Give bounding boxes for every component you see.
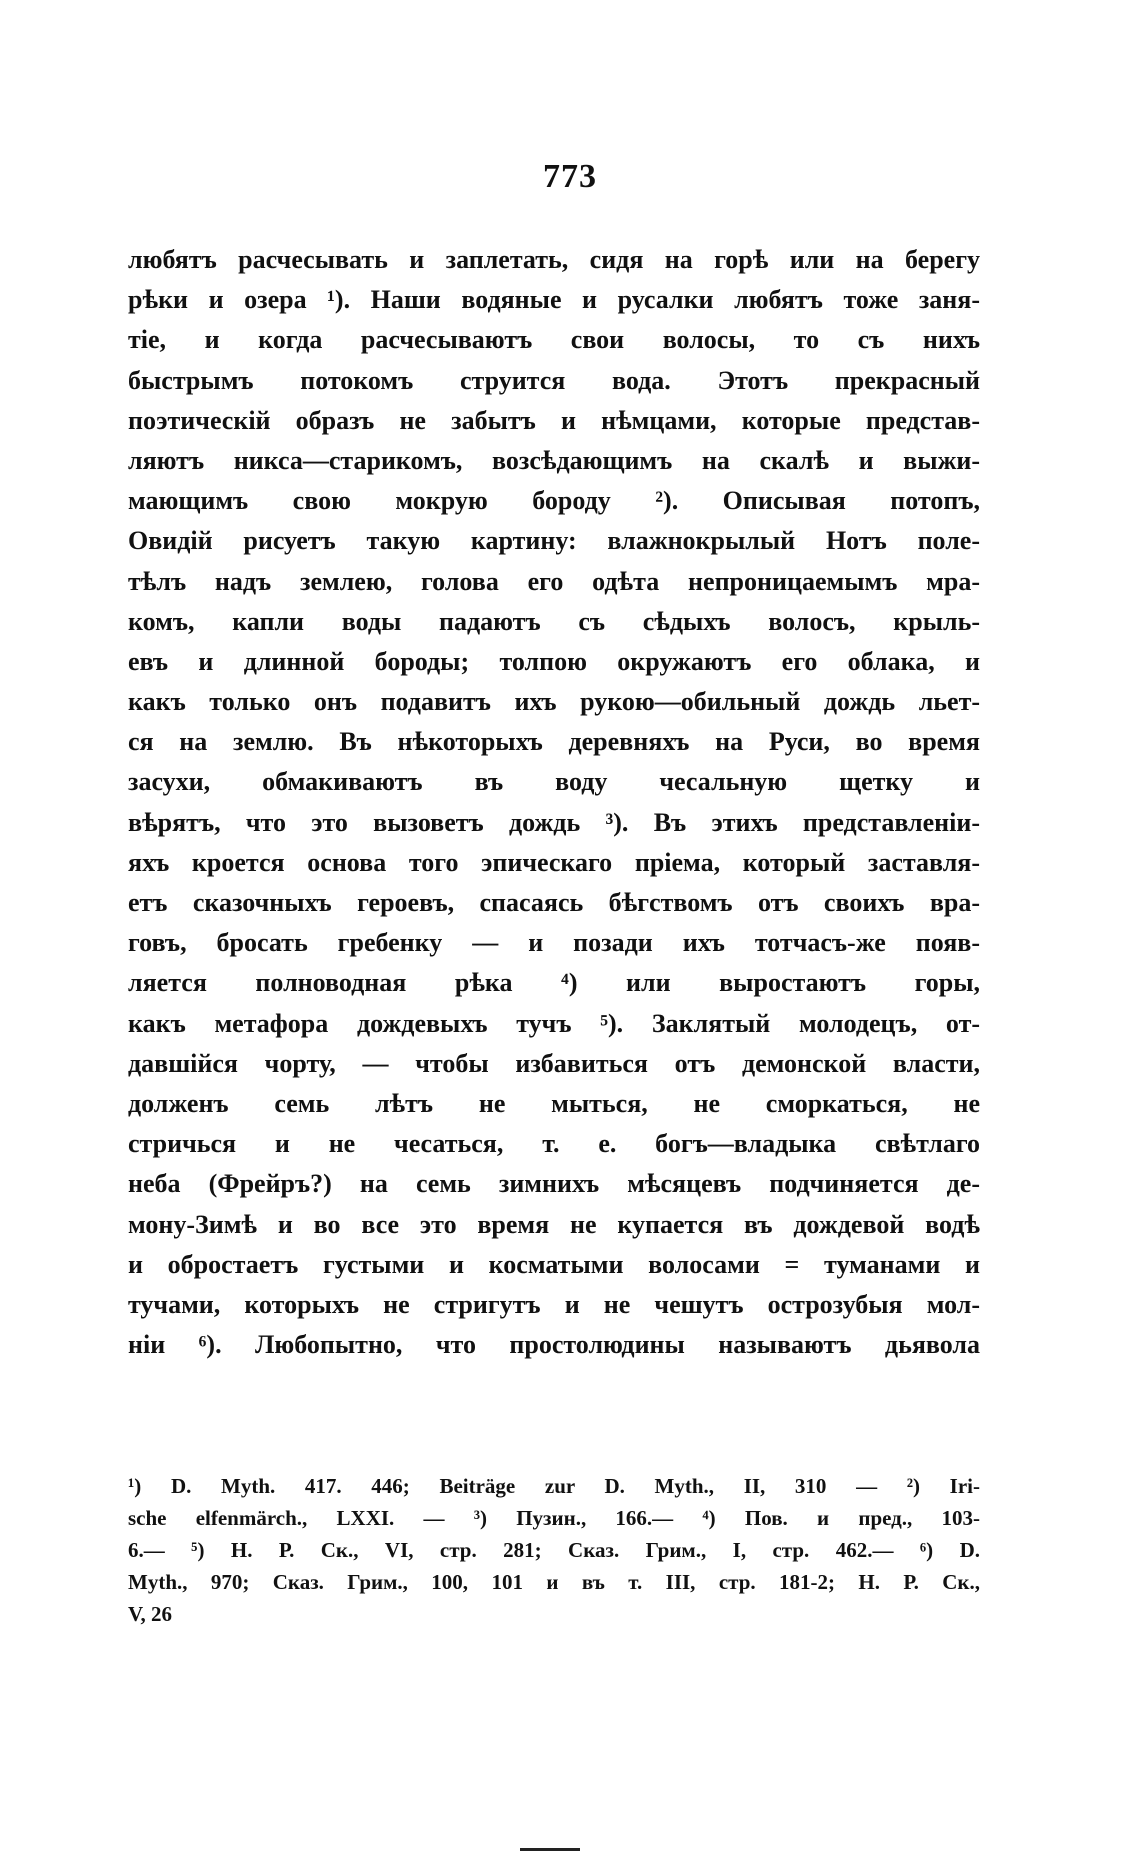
text-line: говъ, бросать гребенку — и позади ихъ тотчасъ-же появ- — [128, 928, 980, 958]
text-line: тѣлъ надъ землею, голова его одѣта непроницаемымъ мра- — [128, 566, 980, 596]
text-line: и обростаетъ густыми и косматыми волосами = туманами и — [128, 1249, 980, 1279]
footnote-line: sche elfenmärch., LXXI. — ³) Пузин., 166.— ⁴) Пов. и пред., 103- — [128, 1506, 980, 1530]
footnote-line: ¹) D. Myth. 417. 446; Beiträge zur D. Myth., II, 310 — ²) Iri- — [128, 1474, 980, 1498]
body-text — [128, 240, 980, 1365]
text-line: яхъ кроется основа того эпическаго пріема, который заставля- — [128, 847, 980, 877]
text-line: ся на землю. Въ нѣкоторыхъ деревняхъ на Руси, во время — [128, 727, 980, 757]
text-line: любятъ расчесывать и заплетать, сидя на горѣ или на берегу — [128, 245, 980, 274]
text-line: тучами, которыхъ не стригутъ и не чешутъ острозубыя мол- — [128, 1289, 980, 1319]
text-line: неба (Фрейръ?) на семь зимнихъ мѣсяцевъ подчиняется де- — [128, 1169, 980, 1199]
text-line: рѣки и озера ¹). Наши водяные и русалки любятъ тоже заня- — [128, 285, 980, 315]
page-edge-mark — [520, 1848, 580, 1851]
text-line: давшійся чорту, — чтобы избавиться отъ демонской власти, — [128, 1048, 980, 1078]
text-line: какъ метафора дождевыхъ тучъ ⁵). Заклятый молодецъ, от- — [128, 1008, 980, 1038]
text-line: стричься и не чесаться, т. е. богъ—владыка свѣтлаго — [128, 1129, 980, 1159]
text-line: тіе, и когда расчесываютъ свои волосы, то съ нихъ — [128, 325, 980, 355]
footnote-line: 6.— ⁵) Н. Р. Ск., VI, стр. 281; Сказ. Грим., I, стр. 462.— ⁶) D. — [128, 1538, 980, 1562]
text-line: Овидій рисуетъ такую картину: влажнокрылый Нотъ поле- — [128, 526, 980, 556]
text-line: долженъ семь лѣтъ не мыться, не сморкаться, не — [128, 1088, 980, 1118]
text-line: етъ сказочныхъ героевъ, спасаясь бѣгствомъ отъ своихъ вра- — [128, 888, 980, 917]
text-line: ляется полноводная рѣка ⁴) или выростаютъ горы, — [128, 968, 980, 998]
text-line: вѣрятъ, что это вызоветъ дождь ³). Въ этихъ представленіи- — [128, 807, 980, 837]
text-line: мающимъ свою мокрую бороду ²). Описывая потопъ, — [128, 486, 980, 516]
text-line: комъ, капли воды падаютъ съ сѣдыхъ волосъ, крыль- — [128, 606, 980, 636]
footnote-line: Myth., 970; Сказ. Грим., 100, 101 и въ т. III, стр. 181-2; Н. Р. Ск., — [128, 1570, 980, 1594]
text-line: поэтическій образъ не забытъ и нѣмцами, которые представ- — [128, 405, 980, 435]
text-line: мону-Зимѣ и во все это время не купается въ дождевой водѣ — [128, 1209, 980, 1239]
text-line: евъ и длинной бороды; толпою окружаютъ его облака, и — [128, 646, 980, 676]
text-line: ніи ⁶). Любопытно, что простолюдины называютъ дьявола — [128, 1330, 980, 1360]
text-line: ляютъ никса—старикомъ, возсѣдающимъ на скалѣ и выжи- — [128, 445, 980, 475]
footnote-line: V, 26 — [128, 1602, 172, 1626]
text-line: быстрымъ потокомъ струится вода. Этотъ прекрасный — [128, 365, 980, 395]
text-line: засухи, обмакиваютъ въ воду чесальную щетку и — [128, 767, 980, 797]
footnotes — [128, 1470, 980, 1630]
text-line: какъ только онъ подавитъ ихъ рукою—обильный дождь льет- — [128, 687, 980, 717]
page-number: 773 — [543, 158, 597, 195]
